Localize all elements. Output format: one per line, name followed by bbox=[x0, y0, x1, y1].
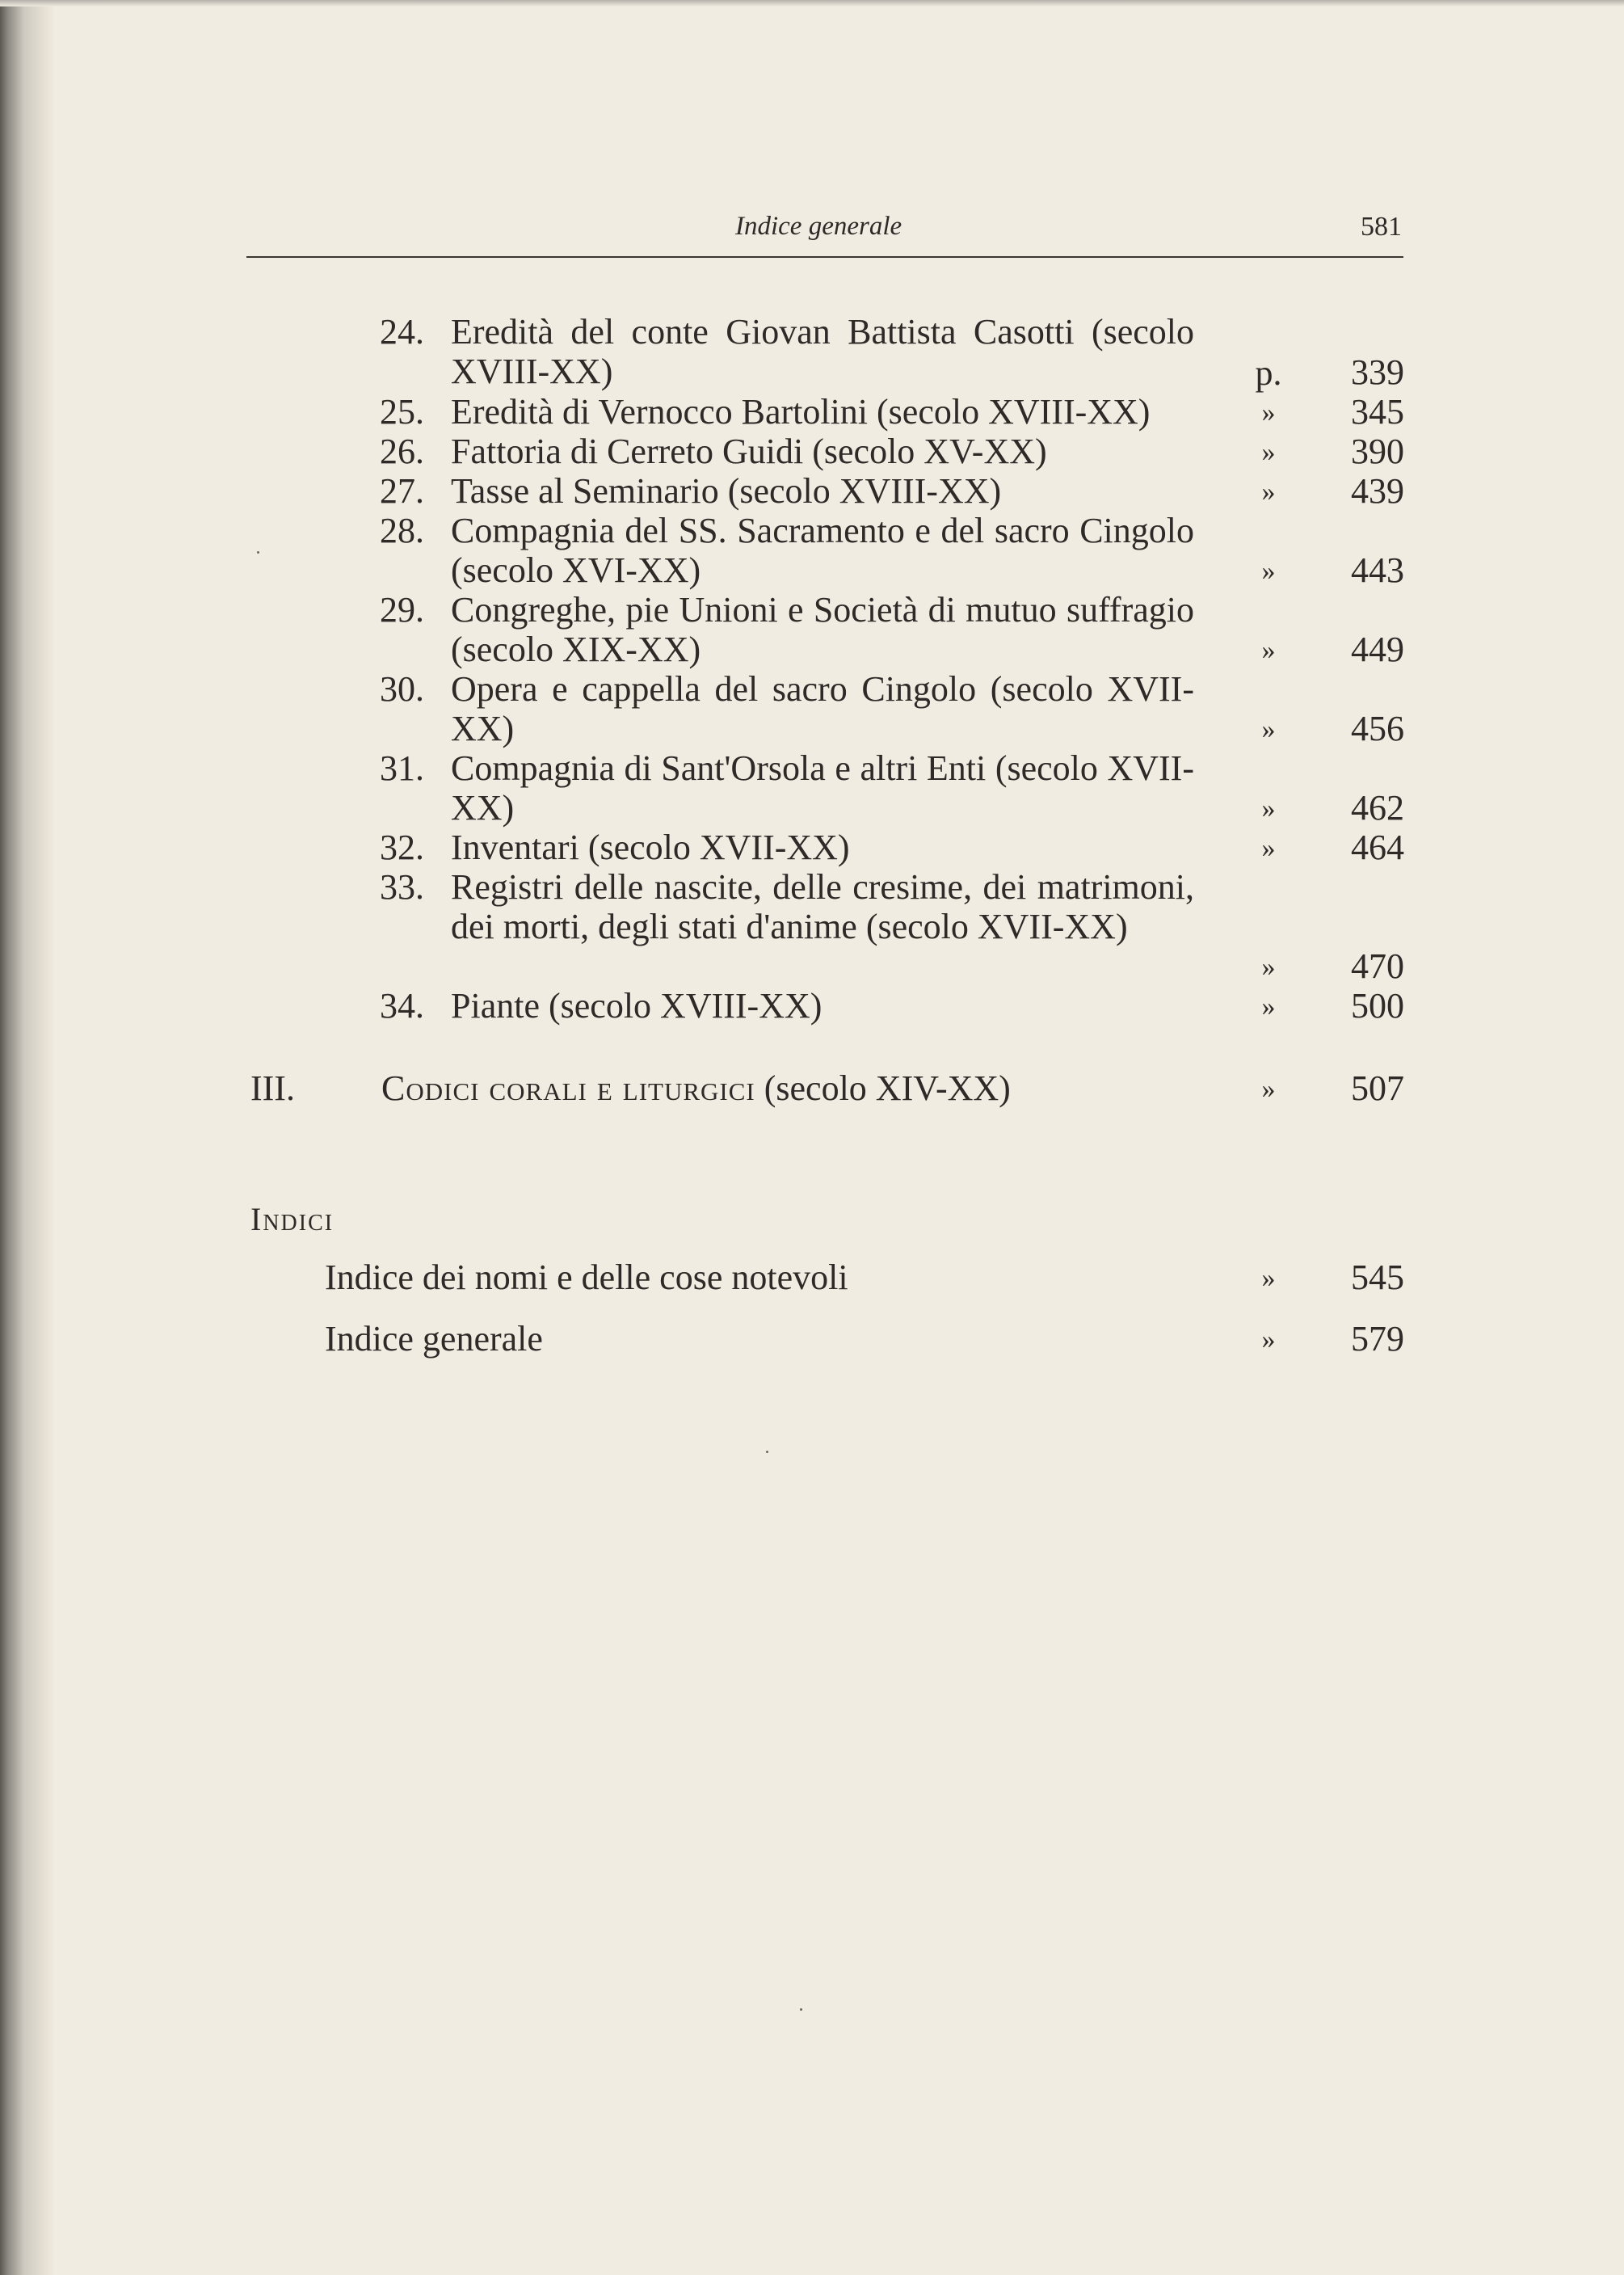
entry-title: Eredità del conte Giovan Battista Casotti (secolo XVIII-XX) bbox=[451, 312, 1194, 391]
entry-number: 34. bbox=[380, 986, 424, 1026]
entry-number: 32. bbox=[380, 828, 424, 867]
ditto-mark: » bbox=[1261, 398, 1276, 428]
entry-title: Compagnia di Sant'Orsola e altri Enti (secolo XVII-XX) bbox=[451, 748, 1194, 828]
entry-page: 464 bbox=[1351, 828, 1404, 867]
entry-title: Registri delle nascite, delle cresime, dei matrimoni, dei morti, degli stati d'anime (secolo XVII-XX) bbox=[451, 867, 1194, 946]
paper-speck bbox=[800, 2008, 802, 2011]
ditto-mark: » bbox=[1261, 1074, 1276, 1104]
entry-number: 29. bbox=[380, 590, 424, 630]
entry-page: 579 bbox=[1351, 1319, 1404, 1359]
entry-number: 26. bbox=[380, 432, 424, 471]
entry-page: 345 bbox=[1351, 392, 1404, 432]
ditto-mark: » bbox=[1261, 952, 1276, 982]
entry-title: Inventari (secolo XVII-XX) bbox=[451, 828, 850, 867]
entry-page: 470 bbox=[1351, 946, 1404, 986]
entry-page: 500 bbox=[1351, 986, 1404, 1026]
ditto-mark: » bbox=[1261, 1263, 1276, 1293]
page-number: 581 bbox=[1361, 212, 1402, 242]
entry-number: 25. bbox=[380, 392, 424, 432]
entry-page: 390 bbox=[1351, 432, 1404, 471]
section-numeral: III. bbox=[250, 1068, 295, 1108]
entry-title: Eredità di Vernocco Bartolini (secolo XVIII-XX) bbox=[451, 392, 1151, 432]
paper-speck bbox=[766, 1451, 768, 1453]
entry-page: 456 bbox=[1351, 709, 1404, 748]
entry-title: Congreghe, pie Unioni e Società di mutuo suffragio (secolo XIX-XX) bbox=[451, 590, 1194, 669]
entry-number: 31. bbox=[380, 748, 424, 788]
entry-page: 507 bbox=[1351, 1068, 1404, 1108]
page-top-edge bbox=[0, 0, 1624, 6]
entry-number: 30. bbox=[380, 669, 424, 709]
ditto-mark: » bbox=[1261, 1325, 1276, 1354]
ditto-mark: » bbox=[1261, 635, 1276, 665]
entry-number: 24. bbox=[380, 312, 424, 352]
entry-page: 462 bbox=[1351, 788, 1404, 828]
entry-title: Piante (secolo XVIII-XX) bbox=[451, 986, 823, 1026]
header-rule bbox=[246, 256, 1403, 258]
entry-page: 545 bbox=[1351, 1258, 1404, 1297]
entry-title: Opera e cappella del sacro Cingolo (secolo XVII-XX) bbox=[451, 669, 1194, 748]
ditto-mark: » bbox=[1261, 437, 1276, 467]
section-title-smallcaps: Codici corali e liturgici bbox=[381, 1068, 755, 1108]
paper-speck bbox=[257, 551, 259, 554]
running-title: Indice generale bbox=[735, 212, 902, 241]
entry-page: 339 bbox=[1351, 352, 1404, 392]
ditto-mark: » bbox=[1261, 992, 1276, 1022]
section-title-period: (secolo XIV-XX) bbox=[764, 1068, 1011, 1108]
ditto-mark: » bbox=[1261, 556, 1276, 586]
index-entry-label: Indice generale bbox=[325, 1319, 543, 1359]
entry-page: 443 bbox=[1351, 550, 1404, 590]
indici-heading: Indici bbox=[250, 1201, 334, 1237]
entry-number: 27. bbox=[380, 471, 424, 511]
entry-title: Tasse al Seminario (secolo XVIII-XX) bbox=[451, 471, 1002, 511]
entry-page: 449 bbox=[1351, 630, 1404, 669]
ditto-mark: » bbox=[1261, 714, 1276, 744]
index-entry-label: Indice dei nomi e delle cose notevoli bbox=[325, 1258, 848, 1297]
entry-number: 33. bbox=[380, 867, 424, 907]
entry-title: Compagnia del SS. Sacramento e del sacro Cingolo (secolo XVI-XX) bbox=[451, 511, 1194, 590]
ditto-mark: » bbox=[1261, 833, 1276, 863]
section-title bbox=[381, 1068, 1011, 1108]
entry-number: 28. bbox=[380, 511, 424, 550]
ditto-mark: » bbox=[1261, 477, 1276, 507]
page-prefix: p. bbox=[1255, 353, 1282, 393]
entry-title: Fattoria di Cerreto Guidi (secolo XV-XX) bbox=[451, 432, 1047, 471]
page-binding-edge bbox=[0, 0, 55, 2275]
entry-page: 439 bbox=[1351, 471, 1404, 511]
ditto-mark: » bbox=[1261, 794, 1276, 824]
